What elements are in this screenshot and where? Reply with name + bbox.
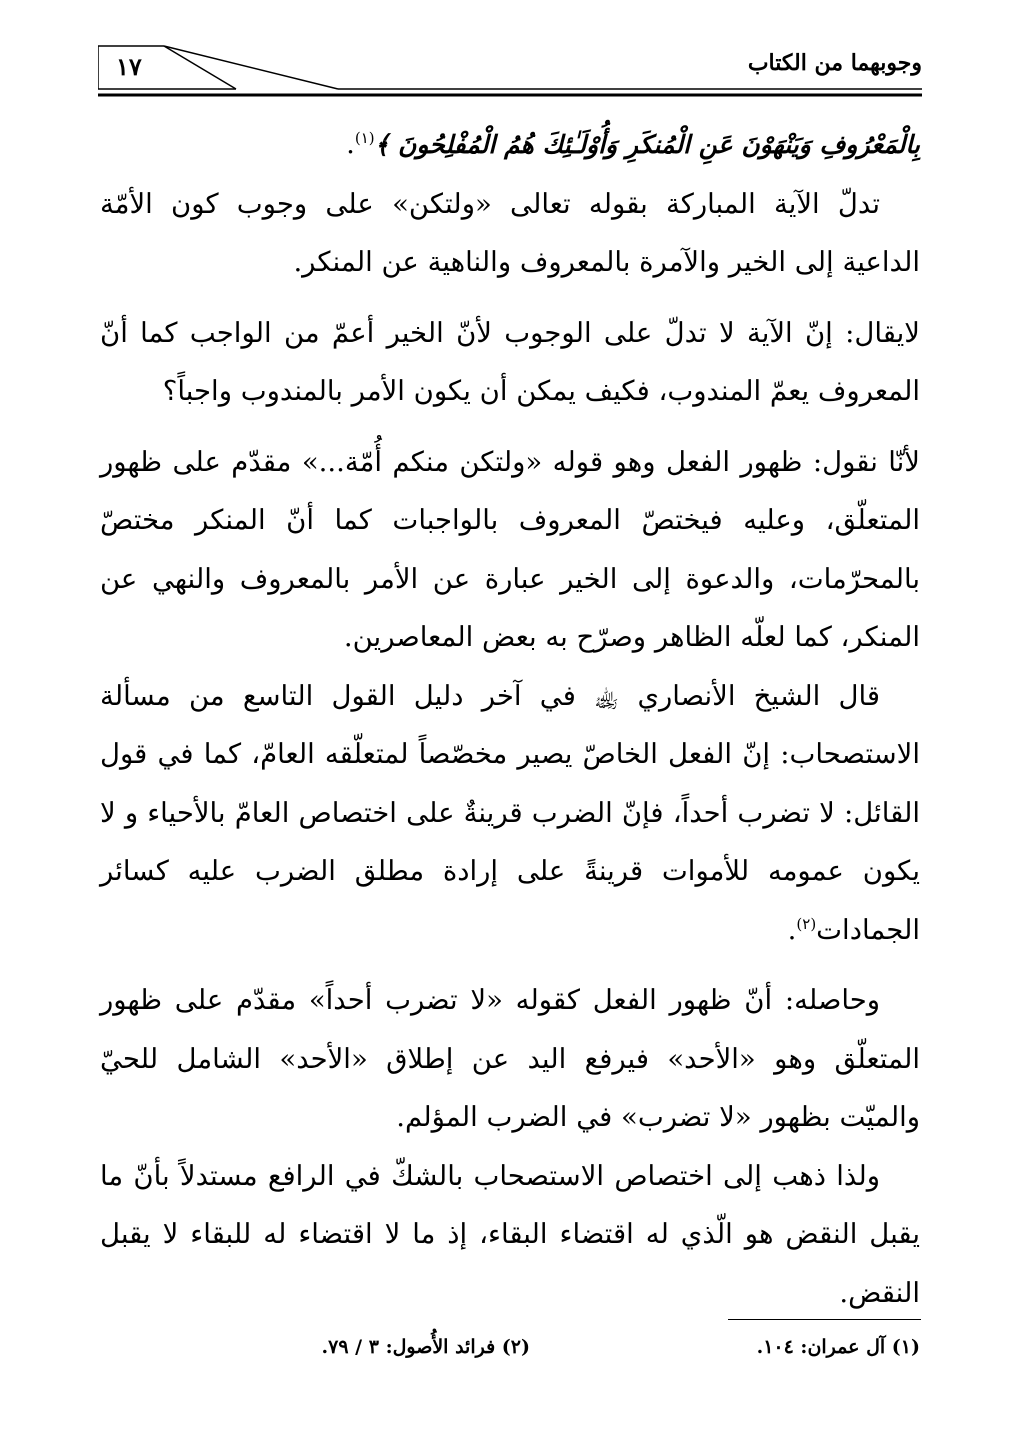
page-header — [98, 40, 922, 98]
main-text — [100, 115, 920, 1322]
paragraph-6 — [100, 1147, 920, 1323]
footnote-2: (٢) فرائد الأُصول: ٣ / ٧٩. — [321, 1336, 530, 1358]
paragraph-3 — [100, 433, 920, 667]
running-header-title: وجوبهما من الكتاب — [747, 50, 922, 76]
page-number: ١٧ — [116, 52, 142, 81]
paragraph-1 — [100, 175, 920, 292]
paragraph-6-text: ولذا ذهب إلى اختصاص الاستصحاب بالشكّ في الرافع مستدلاً بأنّ ما يقبل النقض هو الّذي له اقتضاء البقاء، إذ ما لا اقتضاء له للبقاء لا يقبل النقض. — [100, 1159, 920, 1309]
footnote-ref-2: (٢) — [796, 914, 817, 933]
paragraph-1-text: تدلّ الآية المباركة بقوله تعالى «ولتكن» على وجوب كون الأمّة الداعية إلى الخير والآمرة بالمعروف والناهية عن المنكر. — [100, 187, 920, 278]
footnote-1: (١) آل عمران: ١٠٤. — [756, 1336, 920, 1358]
paragraph-4-period: . — [787, 913, 797, 946]
paragraph-5-text: وحاصله: أنّ ظهور الفعل كقوله «لا تضرب أحداً» مقدّم على ظهور المتعلّق وهو «الأحد» فيرفع اليد عن إطلاق «الأحد» الشامل للحيّ والميّت بظهور «لا تضرب» في الضرب المؤلم. — [100, 984, 920, 1133]
verse-line — [100, 115, 920, 175]
footnotes — [100, 1336, 920, 1372]
paragraph-3-text: لأنّا نقول: ظهور الفعل وهو قوله «ولتكن منكم أُمّة...» مقدّم على ظهور المتعلّق، وعليه فيختصّ المعروف بالواجبات كما أنّ المنكر مختصّ بالمحرّمات، والدعوة إلى الخير عبارة عن الأمر بالمعروف والنهي عن المنكر، كما لعلّه الظاهر وصرّح به بعض المعاصرين. — [100, 445, 920, 653]
paragraph-4 — [100, 667, 920, 960]
paragraph-5 — [100, 971, 920, 1147]
footnote-ref-1: (١) — [354, 128, 375, 147]
paragraph-4-text: قال الشيخ الأنصاري ﵀ في آخر دليل القول التاسع من مسألة الاستصحاب: إنّ الفعل الخاصّ يصير مخصّصاً لمتعلّقه العامّ، كما في قول القائل: لا تضرب أحداً، فإنّ الضرب قرينةٌ على اختصاص العامّ بالأحياء و لا يكون عمومه للأموات قرينةً على إرادة مطلق الضرب عليه كسائر الجمادات — [100, 679, 920, 946]
quran-verse: بِالْمَعْرُوفِ وَيَنْهَوْنَ عَنِ الْمُنكَرِ وَأُوْلَـٰئِكَ هُمُ الْمُفْلِحُونَ ﴾ — [374, 130, 920, 159]
paragraph-2-text: لايقال: إنّ الآية لا تدلّ على الوجوب لأنّ الخير أعمّ من الواجب كما أنّ المعروف يعمّ المندوب، فكيف يمكن أن يكون الأمر بالمندوب واجباً؟ — [100, 316, 920, 407]
verse-period: . — [346, 128, 355, 160]
paragraph-2 — [100, 304, 920, 421]
footnote-separator — [728, 1319, 921, 1320]
